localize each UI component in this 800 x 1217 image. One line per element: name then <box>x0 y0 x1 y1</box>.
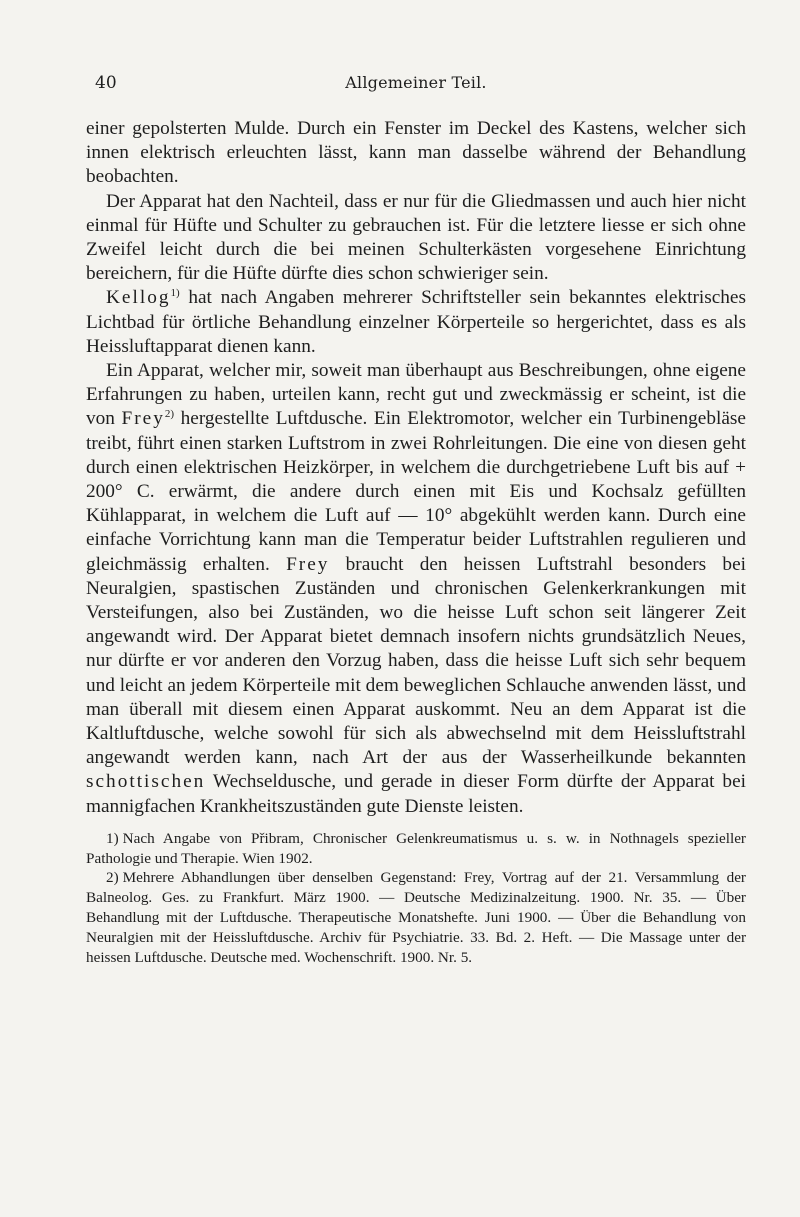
author-name-kellog: Kellog <box>106 287 171 309</box>
footnote-ref-2: 2) <box>164 408 175 421</box>
emphasis-schottischen: schottischen <box>86 771 206 793</box>
paragraph-4-text-b: hergestellte Luftdusche. Ein Elektromotor, welcher ein Turbinengebläse treibt, führt einen starken Luftstrom in zwei Rohrleitungen. Die eine von diesen geht durch einen elektrischen Heizkörper, in welchem die durchgetriebene Luft bis auf + 200° C. erwärmt, die andere durch einen mit Eis und Kochsalz gefüllten Kühlapparat, in welchem die Luft auf — 10° abgekühlt werden kann. Durch eine einfache Vorrichtung kann man die Temperatur beider Luftstrahlen regulieren und gleichmässig erhalten. <box>86 408 746 575</box>
footnote-ref-1: 1) <box>170 287 180 300</box>
author-name-frey: Frey <box>121 408 165 430</box>
author-name-frey-2: Frey <box>286 553 330 575</box>
page-header <box>86 65 746 99</box>
footnote-2 <box>86 868 746 967</box>
paragraph-3-text: hat nach Angaben mehrerer Schriftsteller sein bekanntes elektrisches Lichtbad für örtliche Behandlung einzelner Körperteile so hergerichtet, dass es als Heissluftapparat dienen kann. <box>86 287 746 357</box>
paragraph-4 <box>86 359 746 819</box>
body-text <box>86 117 746 819</box>
footnote-text: Mehrere Abhandlungen über denselben Gegenstand: Frey, Vortrag auf der 21. Versammlung der Balneolog. Ges. zu Frankfurt. März 1900. — Deutsche Medizinalzeitung. 1900. Nr. 35. — Über Behandlung mit der Luftdusche. Therapeutische Monatshefte. Juni 1900. — Über die Behandlung von Neuralgien mit der Heissluftdusche. Archiv für Psychiatrie. 33. Bd. 2. Heft. — Die Massage unter der heissen Luftdusche. Deutsche med. Wochenschrift. 1900. Nr. 5. <box>86 869 746 966</box>
paragraph-4-text-a: Ein Apparat, welcher mir, soweit man überhaupt aus Beschreibungen, ohne eigene Erfahrungen zu haben, urteilen kann, recht gut und zweckmässig er scheint, ist die von <box>86 360 746 430</box>
footnotes <box>86 829 746 968</box>
page-number: 40 <box>95 73 117 93</box>
footnote-marker: 2) <box>106 869 119 887</box>
footnote-text: Nach Angabe von Přibram, Chronischer Gelenkreumatismus u. s. w. in Nothnagels spezieller Pathologie und Therapie. Wien 1902. <box>86 829 746 867</box>
footnote-marker: 1) <box>106 829 119 847</box>
footnote-1 <box>86 829 746 869</box>
paragraph-3 <box>86 286 746 359</box>
paragraph-4-text-c: braucht den heissen Luftstrahl besonders bei Neuralgien, spastischen Zuständen und chronischen Gelenkerkrankungen mit Versteifungen, also bei Zuständen, wo die heisse Luft schon seit längerer Zeit angewandt wird. Der Apparat bietet demnach insofern nichts grundsätzlich Neues, nur dürfte er vor anderen den Vorzug haben, dass die heisse Luft sich sehr bequem und leicht an jedem Körperteile mit dem beweglichen Schlauche anwenden lässt, und man überall mit diesem einen Apparat auskommt. Neu an dem Apparat ist die Kaltluftdusche, welche sowohl für sich als abwechselnd mit dem Heissluftstrahl angewandt werden kann, nach Art der aus der Wasserheilkunde bekannten <box>86 553 746 769</box>
paragraph-1: einer gepolsterten Mulde. Durch ein Fenster im Deckel des Kastens, welcher sich innen elektrisch erleuchten lässt, kann man dasselbe während der Behandlung beobachten. <box>86 118 746 188</box>
paragraph-4-text-d: Wechseldusche, und gerade in dieser Form dürfte der Apparat bei mannigfachen Krankheitszuständen gute Dienste leisten. <box>86 771 746 817</box>
book-page <box>86 65 746 967</box>
running-head: Allgemeiner Teil. <box>345 73 487 92</box>
paragraph-2: Der Apparat hat den Nachteil, dass er nur für die Gliedmassen und auch hier nicht einmal für Hüfte und Schulter zu gebrauchen ist. Für die letztere liesse er sich ohne Zweifel leicht durch die bei meinen Schulterkästen vorgesehene Einrichtung bereichern, für die Hüfte dürfte dies schon schwieriger sein. <box>86 190 746 285</box>
